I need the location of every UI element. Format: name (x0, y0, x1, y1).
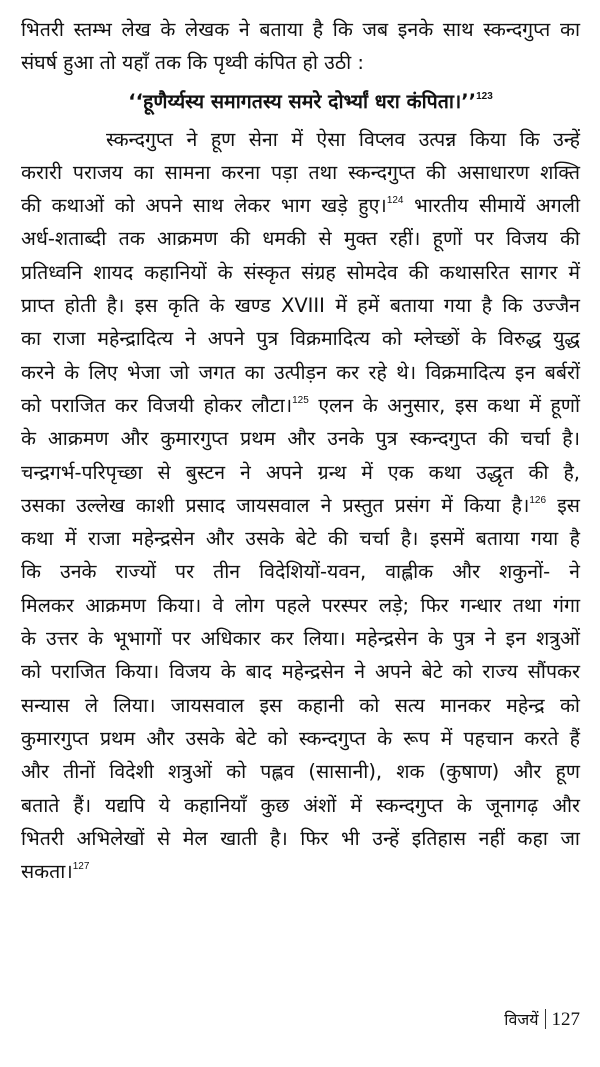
text-line (21, 789, 580, 822)
sanskrit-quote (21, 82, 580, 122)
line-text: भितरी स्तम्भ लेख के लेखक ने बताया है कि जब इनके साथ स्कन्दगुप्त का (21, 18, 580, 41)
text-line (21, 489, 580, 522)
line-text: चन्द्रगर्भ-परिपृच्छा से बुस्टन ने अपने ग्रन्थ में एक कथा उद्धृत की है, (21, 460, 580, 484)
text-line (21, 222, 580, 255)
line-text: का राजा महेन्द्रादित्य ने अपने पुत्र विक्रमादित्य को म्लेच्छों के विरुद्ध युद्ध (21, 327, 580, 351)
text-line (21, 555, 580, 588)
text-line (21, 356, 580, 389)
page-footer (504, 1008, 580, 1031)
footnote-ref: 123 (476, 90, 493, 102)
line-text: मिलकर आक्रमण किया। वे लोग पहले परस्पर लड़े; फिर गन्धार तथा गंगा (21, 593, 580, 617)
text-line (21, 522, 580, 555)
footnote-ref: 124 (386, 195, 404, 207)
text-line (21, 822, 580, 855)
line-text-continued: इस (546, 493, 580, 517)
line-text: के उत्तर के भूभागों पर अधिकार कर लिया। महेन्द्रसेन के पुत्र ने इन शत्रुओं (21, 627, 580, 651)
text-line (21, 322, 580, 355)
line-text: कुमारगुप्त प्रथम और उसके बेटे को स्कन्दगुप्त के रूप में पहचान करते हैं (21, 726, 580, 750)
text-line (21, 589, 580, 622)
line-text: कि उनके राज्यों पर तीन विदेशियों-यवन, वाह्लीक और शकुनों- ने (21, 560, 580, 584)
line-text: और तीनों विदेशी शत्रुओं को पह्लव (सासानी), शक (कुषाण) और हूण (21, 760, 580, 784)
text-line (21, 156, 580, 189)
line-text: सन्यास ले लिया। जायसवाल इस कहानी को सत्य मानकर महेन्द्र को (21, 693, 580, 717)
intro-paragraph (21, 13, 580, 80)
main-paragraph (21, 123, 580, 889)
line-text: संघर्ष हुआ तो यहाँ तक कि पृथ्वी कंपित हो उठी : (21, 51, 364, 75)
line-text: प्रतिध्वनि शायद कहानियों के संस्कृत संग्रह सोमदेव की कथासरित सागर में (21, 260, 580, 284)
line-text: को पराजित कर विजयी होकर लौटा। (21, 393, 293, 417)
line-text: प्राप्त होती है। इस कृति के खण्ड XVIII में हमें बताया गया है कि उज्जैन (21, 294, 580, 318)
text-line (21, 123, 580, 156)
text-line (21, 389, 580, 422)
line-text-continued: भारतीय सीमायें अगली (403, 194, 580, 218)
footnote-ref: 127 (72, 861, 90, 873)
text-line (21, 655, 580, 688)
line-text: के आक्रमण और कुमारगुप्त प्रथम और उनके पुत्र स्कन्दगुप्त की चर्चा है। (21, 427, 580, 451)
footnote-ref: 125 (292, 394, 309, 406)
text-line (21, 855, 580, 888)
footnote-ref: 126 (529, 494, 547, 506)
line-text-continued: एलन के अनुसार, इस कथा में हूणों (308, 393, 581, 417)
line-text: करारी पराजय का सामना करना पड़ा तथा स्कन्दगुप्त की असाधारण शक्ति (21, 160, 580, 184)
line-text: अर्ध-शताब्दी तक आक्रमण की धमकी से मुक्त रहीं। हूणों पर विजय की (21, 227, 580, 251)
text-line (21, 622, 580, 655)
text-line (21, 456, 580, 489)
text-line (21, 289, 580, 322)
line-text: उसका उल्लेख काशी प्रसाद जायसवाल ने प्रस्तुत प्रसंग में किया है। (21, 493, 530, 517)
running-head-chapter: विजयें (504, 1010, 539, 1029)
text-line (21, 722, 580, 755)
text-line (21, 422, 580, 455)
text-line (21, 13, 580, 46)
line-text: को पराजित किया। विजय के बाद महेन्द्रसेन ने अपने बेटे को राज्य सौंपकर (21, 660, 580, 684)
line-text: कथा में राजा महेन्द्रसेन और उसके बेटे की चर्चा है। इसमें बताया गया है (21, 527, 580, 551)
text-line (21, 689, 580, 722)
line-text: बताते हैं। यद्यपि ये कहानियाँ कुछ अंशों में स्कन्दगुप्त के जूनागढ़ और (21, 793, 580, 817)
page-number: 127 (551, 1009, 580, 1030)
text-line (21, 256, 580, 289)
line-text: की कथाओं को अपने साथ लेकर भाग खड़े हुए। (21, 194, 387, 218)
line-text: स्कन्दगुप्त ने हूण सेना में ऐसा विप्लव उत्पन्न किया कि उन्हें (106, 127, 580, 151)
footer-divider (545, 1009, 546, 1029)
page-body (21, 13, 580, 888)
text-line (21, 46, 580, 79)
quote-text: ‘‘हूणैर्य्यस्य समागतस्य समरे दोर्भ्यां धरा कंपिता।’’ (128, 89, 477, 113)
line-text: करने के लिए भेजा जो जगत का उत्पीड़न कर रहे थे। विक्रमादित्य इन बर्बरों (21, 360, 580, 384)
text-line (21, 189, 580, 222)
text-line (21, 755, 580, 788)
line-text: भितरी अभिलेखों से मेल खाती है। फिर भी उन्हें इतिहास नहीं कहा जा (21, 826, 580, 850)
line-text: सकता। (21, 860, 73, 884)
